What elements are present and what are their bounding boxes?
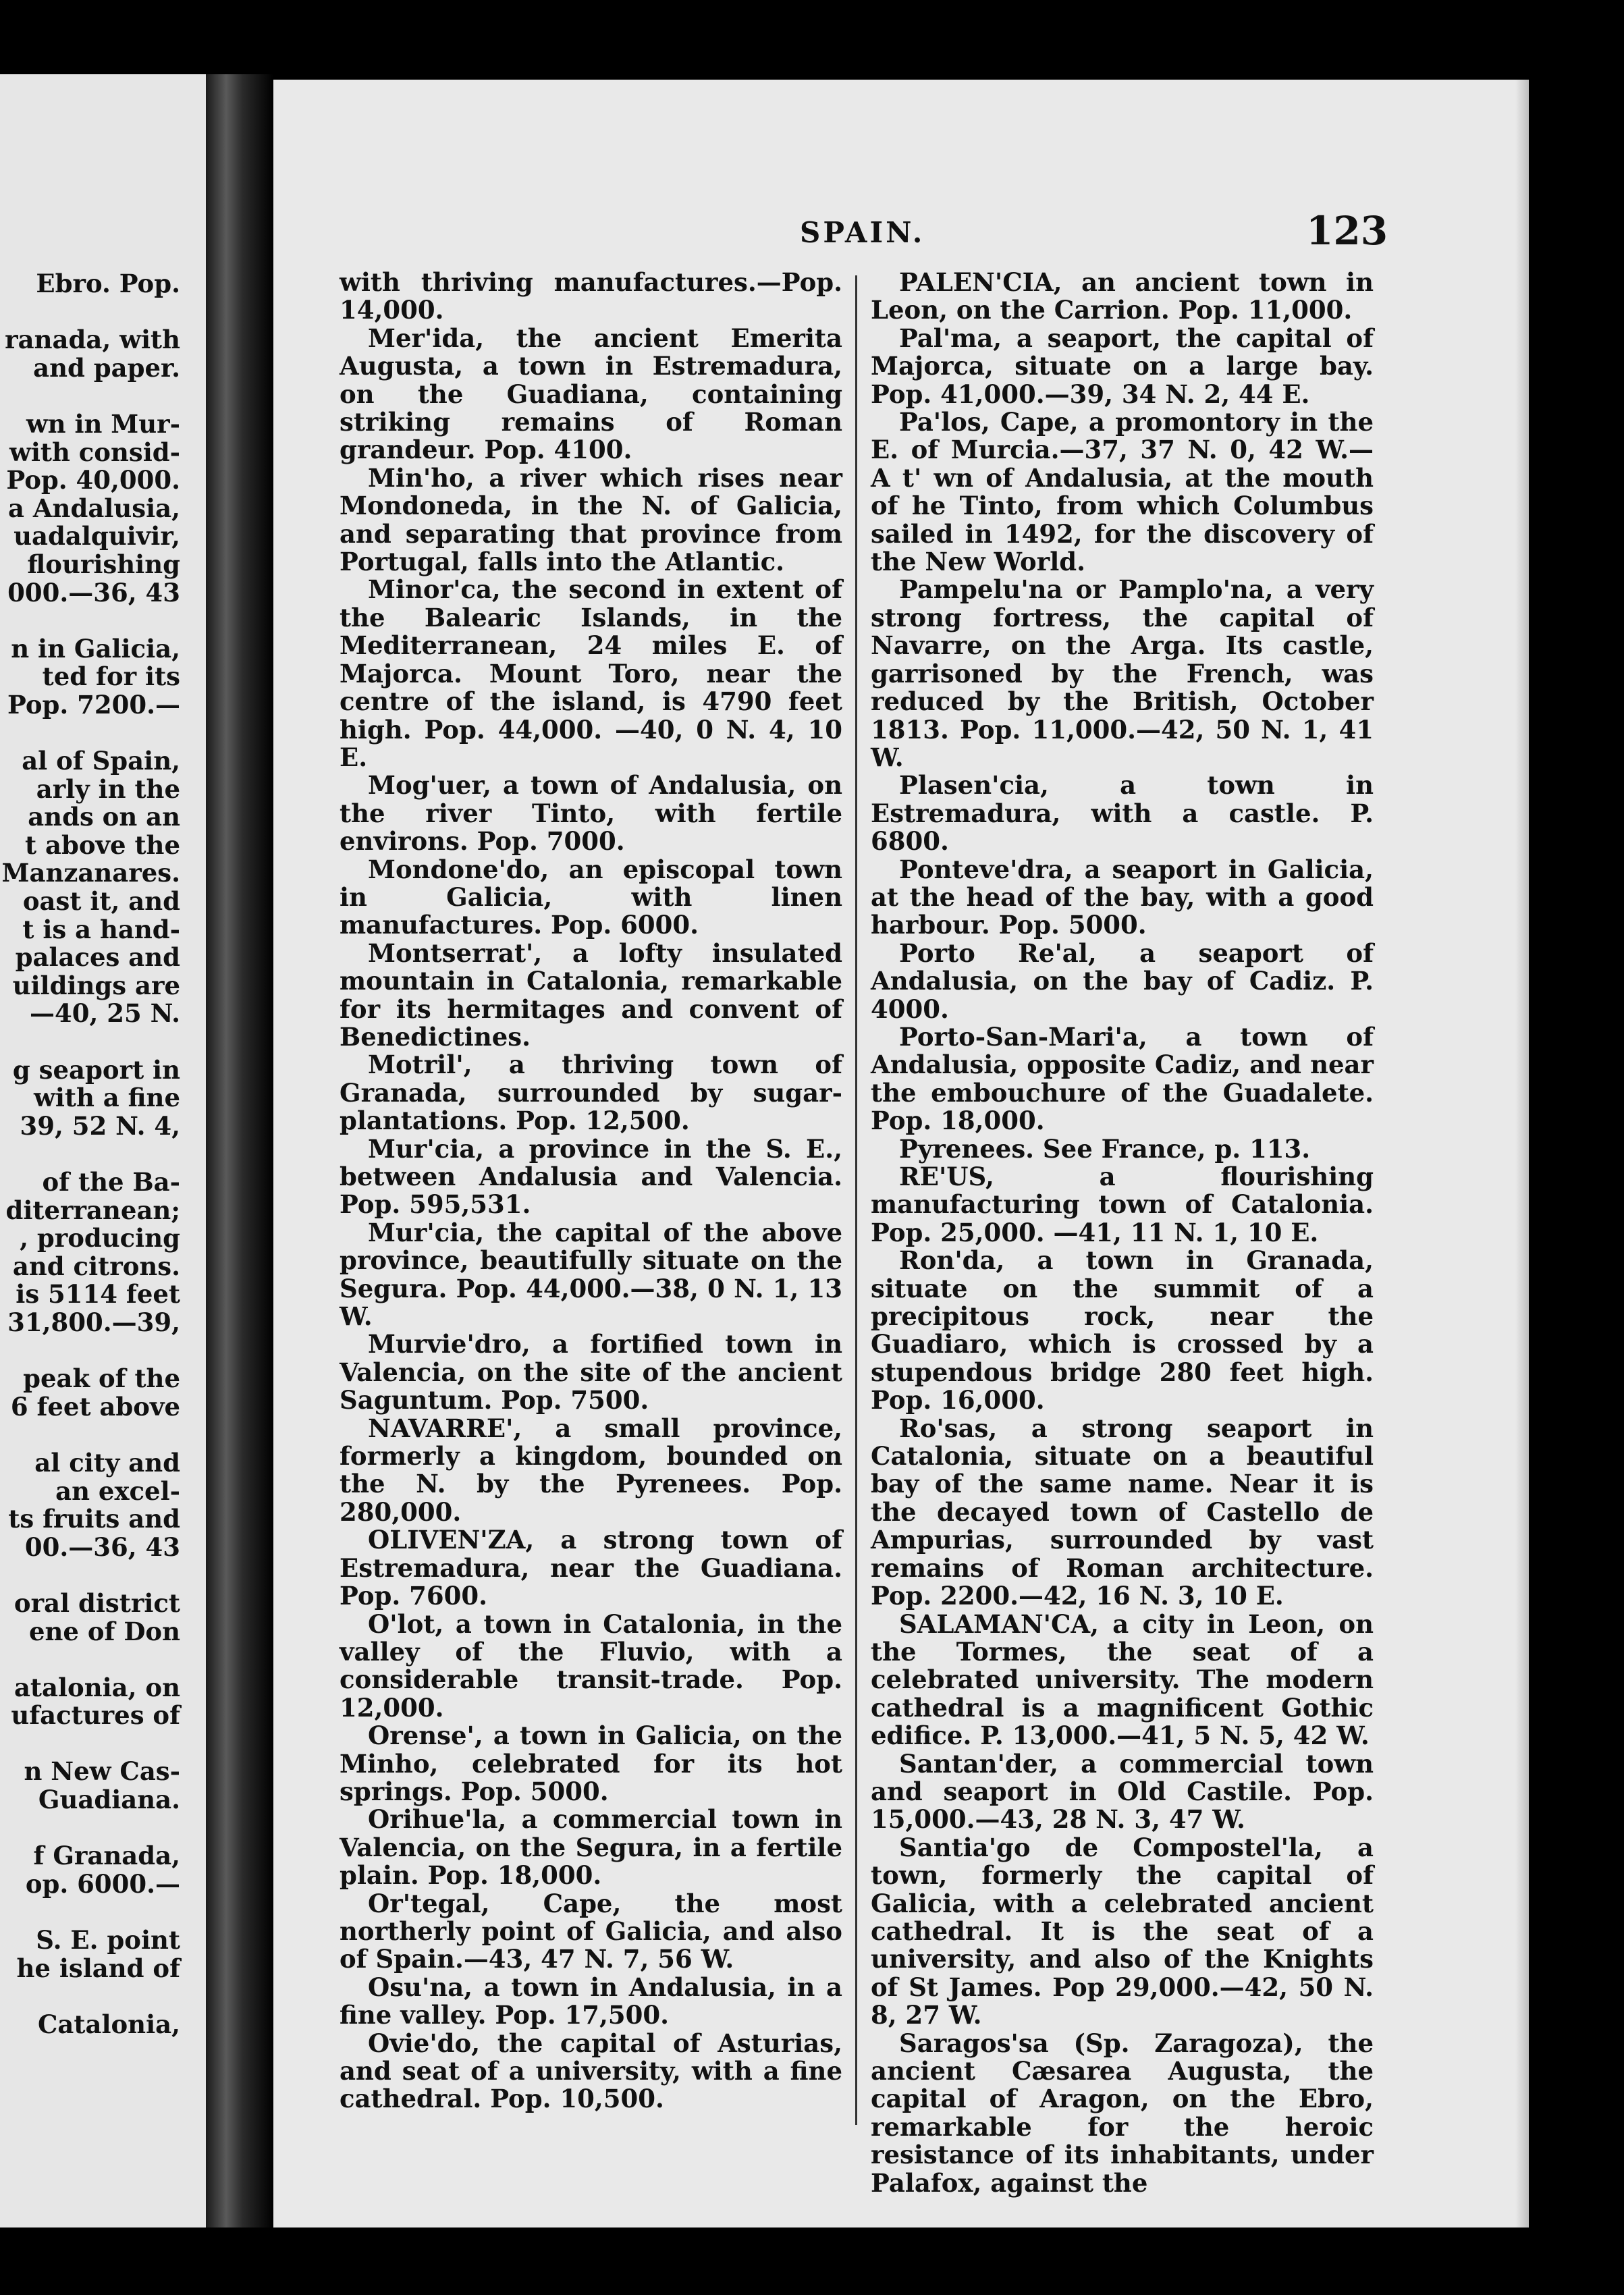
fragment-line: ts fruits and <box>8 1504 180 1534</box>
fragment-line: is 5114 feet <box>16 1279 180 1310</box>
text-column-right <box>871 269 1374 2197</box>
fragment-line: 6 feet above <box>10 1391 180 1422</box>
fragment-line: n in Galicia, <box>11 633 180 664</box>
text-column-left <box>340 269 842 2113</box>
fragment-line: t is a hand- <box>22 914 180 944</box>
fragment-line: n New Cas- <box>24 1756 180 1787</box>
gazetteer-entry: Santia'go de Compostel'la, a town, formerly the capital of Galicia, with a celebrated ancient cathedral. It is the seat of a university, and also of the Knights of St James. Pop 29,000.—42, 50 N. 8, 27 W. <box>871 1832 1374 2030</box>
running-head: SPAIN. <box>800 216 925 249</box>
previous-page-fragment <box>0 74 206 2228</box>
fragment-line: Pop. 7200.— <box>7 689 180 720</box>
fragment-line: of the Ba- <box>42 1167 180 1197</box>
gazetteer-entry: RE'US, a flourishing manufacturing town of Catalonia. Pop. 25,000. —41, 11 N. 1, 10 E. <box>871 1162 1374 1247</box>
gazetteer-entry: Montserrat', a lofty insulated mountain in Catalonia, remarkable for its hermitages and convent of Benedictines. <box>340 938 842 1052</box>
gazetteer-entry: Murvie'dro, a fortified town in Valencia, on the site of the ancient Saguntum. Pop. 7500. <box>340 1329 842 1415</box>
fragment-line <box>0 1646 180 1674</box>
fragment-line: ranada, with <box>5 325 180 355</box>
page <box>273 80 1529 2228</box>
page-number: 123 <box>1306 208 1388 254</box>
fragment-line: and paper. <box>33 352 180 383</box>
gazetteer-entry: Saragos'sa (Sp. Zaragoza), the ancient Cæsarea Augusta, the capital of Aragon, on the Ebro, remarkable for the heroic resistance of its inhabitants, under Palafox, against the <box>871 2028 1374 2198</box>
fragment-line <box>0 607 180 635</box>
fragment-line: uadalquivir, <box>13 521 180 551</box>
fragment-line: peak of the <box>23 1364 180 1394</box>
gazetteer-entry: Porto Re'al, a seaport of Andalusia, on the bay of Cadiz. P. 4000. <box>871 938 1374 1024</box>
gazetteer-entry: Plasen'cia, a town in Estremadura, with a castle. P. 6800. <box>871 770 1374 857</box>
fragment-line: t above the <box>25 830 180 860</box>
fragment-line <box>0 720 180 748</box>
gazetteer-entry: Osu'na, a town in Andalusia, in a fine valley. Pop. 17,500. <box>340 1972 842 2030</box>
gazetteer-entry: Minor'ca, the second in extent of the Balearic Islands, in the Mediterranean, 24 miles E. of Majorca. Mount Toro, near the centre of the island, is 4790 feet high. Pop. 44,000. —40, 0 N. 4, 10 E. <box>340 574 842 772</box>
gazetteer-entry: OLIVEN'ZA, a strong town of Estremadura, near the Guadiana. Pop. 7600. <box>340 1525 842 1611</box>
gazetteer-entry: Pa'los, Cape, a promontory in the E. of Murcia.—37, 37 N. 0, 42 W.— A t' wn of Andalusia, at the mouth of he Tinto, from which Columbus sailed in 1492, for the discovery of the New World. <box>871 407 1374 577</box>
fragment-line <box>0 382 180 410</box>
fragment-line: uildings are <box>12 970 180 1000</box>
gazetteer-entry: Mondone'do, an episcopal town in Galicia, with linen manufactures. Pop. 6000. <box>340 854 842 940</box>
fragment-line: ene of Don <box>28 1616 180 1646</box>
fragment-line: —40, 25 N. <box>30 998 180 1029</box>
fragment-line: oral district <box>13 1588 180 1618</box>
gazetteer-entry: Mer'ida, the ancient Emerita Augusta, a town in Estremadura, on the Guadiana, containing striking remains of Roman grandeur. Pop. 4100. <box>340 323 842 465</box>
fragment-line: Ebro. Pop. <box>36 269 180 298</box>
fragment-line: ufactures of <box>11 1700 180 1731</box>
gazetteer-entry: Or'tegal, Cape, the most northerly point of Galicia, and also of Spain.—43, 47 N. 7, 56 W. <box>340 1888 842 1974</box>
fragment-line: al city and <box>34 1447 180 1478</box>
fragment-line: Pop. 40,000. <box>6 465 180 495</box>
fragment-line: Guadiana. <box>38 1785 180 1815</box>
fragment-line: diterranean; <box>5 1195 180 1225</box>
gazetteer-entry: NAVARRE', a small province, formerly a kingdom, bounded on the N. by the Pyrenees. Pop. 280,000. <box>340 1413 842 1527</box>
fragment-line: Catalonia, <box>37 2009 180 2039</box>
fragment-line: oast it, and <box>22 886 180 917</box>
fragment-line: ands on an <box>28 802 180 832</box>
fragment-line: wn in Mur- <box>26 408 180 439</box>
fragment-line: a Andalusia, <box>7 493 180 523</box>
fragment-line: 000.—36, 43 <box>7 577 180 608</box>
gazetteer-entry: Pal'ma, a seaport, the capital of Majorca, situate on a large bay. Pop. 41,000.—39, 34 N. 2, 44 E. <box>871 323 1374 409</box>
fragment-line: 39, 52 N. 4, <box>20 1110 180 1141</box>
fragment-line: al of Spain, <box>22 746 180 776</box>
fragment-line: g seaport in <box>12 1054 180 1085</box>
fragment-line: op. 6000.— <box>25 1868 180 1899</box>
fragment-line: f Granada, <box>33 1841 180 1871</box>
fragment-line <box>0 1561 180 1590</box>
fragment-line: S. E. point <box>36 1925 180 1955</box>
fragment-line <box>0 1028 180 1056</box>
fragment-line: arly in the <box>36 774 180 804</box>
fragment-line: and citrons. <box>12 1251 180 1281</box>
fragment-line: palaces and <box>15 942 180 973</box>
gazetteer-entry: Ponteve'dra, a seaport in Galicia, at the head of the bay, with a good harbour. Pop. 5000. <box>871 854 1374 940</box>
fragment-line <box>0 1421 180 1449</box>
fragment-line <box>0 1140 180 1168</box>
fragment-line <box>0 1814 180 1843</box>
gazetteer-entry: Ron'da, a town in Granada, situate on the summit of a precipitous rock, near the Guadiaro, which is crossed by a stupendous bridge 280 feet high. Pop. 16,000. <box>871 1245 1374 1415</box>
fragment-line: ted for its <box>42 662 180 692</box>
gazetteer-entry: Santan'der, a commercial town and seaport in Old Castile. Pop. 15,000.—43, 28 N. 3, 47 W. <box>871 1748 1374 1835</box>
fragment-line: with a fine <box>34 1083 180 1113</box>
gazetteer-entry: Ovie'do, the capital of Asturias, and seat of a university, with a fine cathedral. Pop. 10,500. <box>340 2028 842 2114</box>
fragment-line: an excel- <box>55 1476 180 1506</box>
gazetteer-entry: PALEN'CIA, an ancient town in Leon, on the Carrion. Pop. 11,000. <box>871 267 1374 325</box>
gazetteer-entry: O'lot, a town in Catalonia, in the valley of the Fluvio, with a considerable transit-trade. Pop. 12,000. <box>340 1609 842 1723</box>
column-divider <box>855 275 857 2125</box>
fragment-line: he island of <box>16 1953 180 1983</box>
fragment-line <box>0 298 180 327</box>
book-gutter <box>206 74 273 2228</box>
fragment-line <box>0 1337 180 1366</box>
gazetteer-entry: Pyrenees. See France, p. 113. <box>899 1133 1311 1164</box>
fragment-line <box>0 1898 180 1926</box>
fragment-line: 00.—36, 43 <box>24 1532 180 1562</box>
gazetteer-entry: Pampelu'na or Pamplo'na, a very strong fortress, the capital of Navarre, on the Arga. Its castle, garrisoned by the French, was reduced by the British, October 1813. Pop. 11,000.—42, 50 N. 1, 41 W. <box>871 574 1374 772</box>
gazetteer-entry: Mog'uer, a town of Andalusia, on the river Tinto, with fertile environs. Pop. 7000. <box>340 770 842 857</box>
fragment-line <box>0 1730 180 1758</box>
gazetteer-entry: Orihue'la, a commercial town in Valencia, on the Segura, in a fertile plain. Pop. 18,000. <box>340 1804 842 1891</box>
gazetteer-entry: Min'ho, a river which rises near Mondoneda, in the N. of Galicia, and separating that province from Portugal, falls into the Atlantic. <box>340 462 842 577</box>
fragment-line <box>0 1982 180 2011</box>
gazetteer-entry: Mur'cia, the capital of the above province, beautifully situate on the Segura. Pop. 44,000.—38, 0 N. 1, 13 W. <box>340 1217 842 1332</box>
fragment-line: , producing <box>20 1223 180 1253</box>
gazetteer-entry: SALAMAN'CA, a city in Leon, on the Tormes, the seat of a celebrated university. The modern cathedral is a magnificent Gothic edifice. P. 13,000.—41, 5 N. 5, 42 W. <box>871 1609 1374 1751</box>
gazetteer-entry: Motril', a thriving town of Granada, surrounded by sugar-plantations. Pop. 12,500. <box>340 1050 842 1136</box>
gazetteer-entry: Porto-San-Mari'a, a town of Andalusia, opposite Cadiz, and near the embouchure of the Guadalete. Pop. 18,000. <box>871 1021 1374 1136</box>
gazetteer-entry: Orense', a town in Galicia, on the Minho, celebrated for its hot springs. Pop. 5000. <box>340 1721 842 1806</box>
gazetteer-entry: with thriving manufactures.—Pop. 14,000. <box>340 267 842 325</box>
fragment-line: atalonia, on <box>13 1672 180 1702</box>
fragment-line: flourishing <box>27 549 180 579</box>
fragment-line: 31,800.—39, <box>7 1307 180 1337</box>
gazetteer-entry: Mur'cia, a province in the S. E., between Andalusia and Valencia. Pop. 595,531. <box>340 1133 842 1220</box>
previous-page-text <box>0 270 180 2039</box>
fragment-line: with consid- <box>9 437 180 467</box>
fragment-line: Manzanares. <box>1 858 180 888</box>
gazetteer-entry: Ro'sas, a strong seaport in Catalonia, situate on a beautiful bay of the same name. Near it is the decayed town of Castello de Ampurias, surrounded by vast remains of Roman architecture. Pop. 2200.—42, 16 N. 3, 10 E. <box>871 1413 1374 1611</box>
